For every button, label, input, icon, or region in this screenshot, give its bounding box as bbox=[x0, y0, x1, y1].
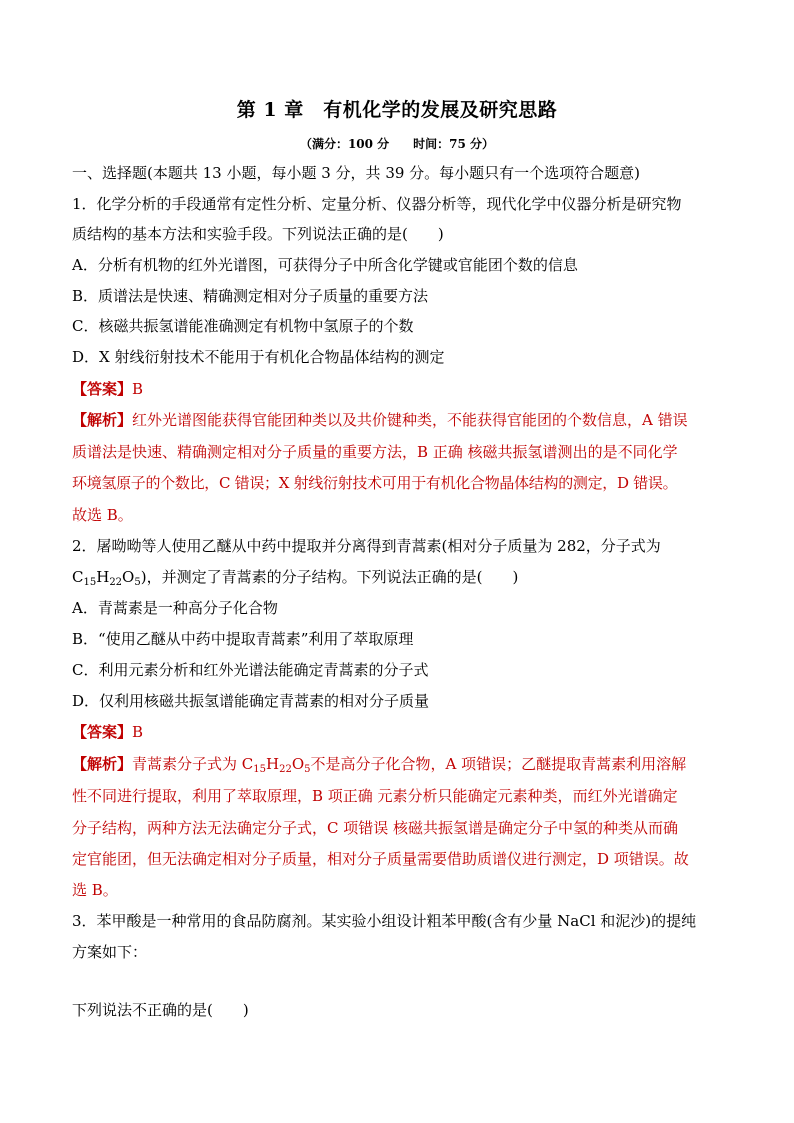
q1-option-b: B．质谱法是快速、精确测定相对分子质量的重要方法 bbox=[72, 287, 429, 305]
q2-stem-line2-text: )，并测定了青蒿素的分子结构。下列说法正确的是( ) bbox=[140, 568, 519, 586]
q1-option-c: C．核磁共振氢谱能准确测定有机物中氢原子的个数 bbox=[72, 317, 414, 335]
q2-analysis-line5: 选 B。 bbox=[72, 881, 118, 899]
q2-analysis-line4: 定官能团，但无法确定相对分子质量，相对分子质量需要借助质谱仪进行测定，D 项错误。故 bbox=[72, 850, 689, 868]
q2-option-b: B．“使用乙醚从中药中提取青蒿素”利用了萃取原理 bbox=[72, 630, 414, 648]
q1-analysis-line3: 环境氢原子的个数比，C 错误；X 射线衍射技术可用于有机化合物晶体结构的测定，D 错误。 bbox=[72, 474, 678, 492]
q1-answer bbox=[72, 379, 732, 399]
chapter-title: 第 1 章 有机化学的发展及研究思路 bbox=[236, 99, 558, 121]
q2-option-a: A．青蒿素是一种高分子化合物 bbox=[72, 599, 278, 617]
q2-formula: $C_{15}H_{22}O_5$ bbox=[72, 568, 141, 588]
q2-stem-line2 bbox=[72, 567, 732, 587]
exam-info: （满分：100 分 时间：75 分） bbox=[299, 137, 495, 151]
q2-stem-line1: 2．屠呦呦等人使用乙醚从中药中提取并分离得到青蒿素(相对分子质量为 282，分子式为 bbox=[72, 537, 661, 555]
q3-stem-line1: 3．苯甲酸是一种常用的食品防腐剂。某实验小组设计粗苯甲酸(含有少量 NaCl 和泥沙)的提纯 bbox=[72, 912, 697, 930]
q2-option-d: D．仅利用核磁共振氢谱能确定青蒿素的相对分子质量 bbox=[72, 692, 430, 710]
q3-question-line: 下列说法不正确的是( ) bbox=[72, 1001, 249, 1019]
q2-answer bbox=[72, 722, 732, 742]
q1-analysis-text1: 红外光谱图能获得官能团种类以及共价键种类，不能获得官能团的个数信息，A 错误 bbox=[132, 411, 688, 429]
q1-analysis-line4: 故选 B。 bbox=[72, 506, 133, 524]
q1-answer-label: 【答案】 bbox=[72, 380, 133, 398]
q2-analysis-label: 【解析】 bbox=[72, 755, 133, 773]
q1-analysis-label: 【解析】 bbox=[72, 411, 133, 429]
q1-stem-line2: 质结构的基本方法和实验手段。下列说法正确的是( ) bbox=[72, 225, 444, 243]
q2-analysis-line1: 【解析】青蒿素分子式为 $C_{15}H_{22}O_5$不是高分子化合物，A 项错误；乙醚提取青蒿素利用溶解 bbox=[72, 755, 687, 775]
q1-stem-line1: 1．化学分析的手段通常有定性分析、定量分析、仪器分析等，现代化学中仪器分析是研究物 bbox=[72, 195, 682, 213]
q2-analysis-line3: 分子结构，两种方法无法确定分子式，C 项错误 核磁共振氢谱是确定分子中氢的种类从而确 bbox=[72, 819, 679, 837]
q3-stem-line2: 方案如下： bbox=[72, 943, 148, 961]
q1-option-d: D．X 射线衍射技术不能用于有机化合物晶体结构的测定 bbox=[72, 348, 445, 366]
q1-analysis-line1 bbox=[72, 410, 732, 430]
q1-analysis-line2: 质谱法是快速、精确测定相对分子质量的重要方法，B 正确 核磁共振氢谱测出的是不同化学 bbox=[72, 443, 678, 461]
q2-option-c: C．利用元素分析和红外光谱法能确定青蒿素的分子式 bbox=[72, 661, 429, 679]
q2-answer-label: 【答案】 bbox=[72, 723, 133, 741]
q1-option-a: A．分析有机物的红外光谱图，可获得分子中所含化学键或官能团个数的信息 bbox=[72, 256, 578, 274]
q1-answer-value: B bbox=[132, 380, 144, 398]
q2-answer-value: B bbox=[132, 723, 144, 741]
q2-analysis-line2: 性不同进行提取，利用了萃取原理，B 项正确 元素分析只能确定元素种类，而红外光谱确定 bbox=[72, 787, 678, 805]
section-header: 一、选择题(本题共 13 小题，每小题 3 分，共 39 分。每小题只有一个选项符合题意) bbox=[72, 164, 641, 182]
